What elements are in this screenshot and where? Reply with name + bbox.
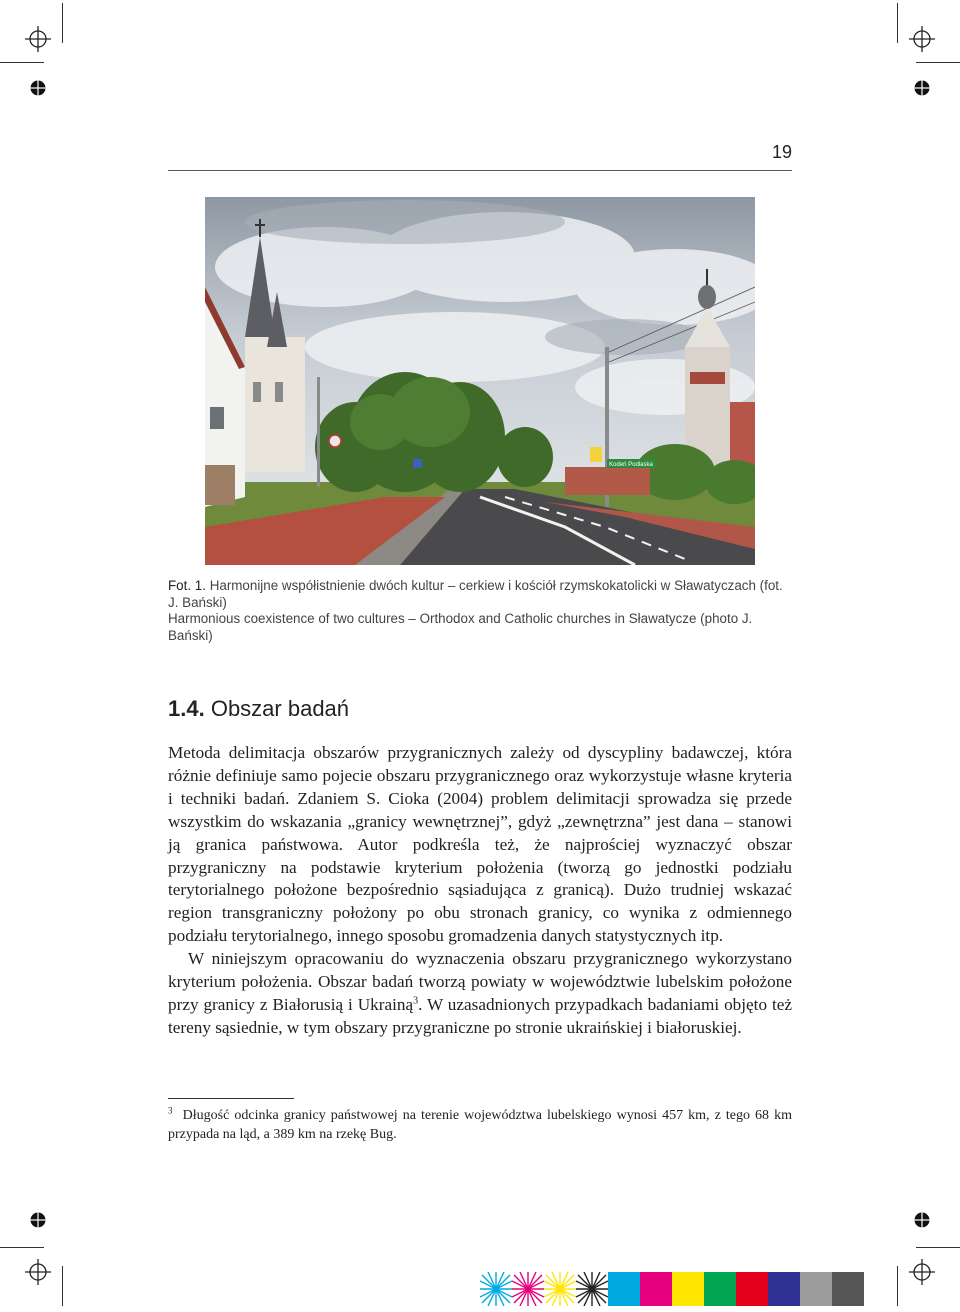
road-sign-text: Kodeń Podlaska: [609, 462, 653, 468]
color-swatch: [640, 1272, 672, 1306]
registration-dot-icon: [914, 1212, 930, 1228]
paragraph-2: [168, 948, 792, 1040]
registration-dot-icon: [914, 80, 930, 96]
color-swatch: [736, 1272, 768, 1306]
registration-mark-icon: [909, 26, 935, 52]
caption-polish-text: Harmonijne współistnienie dwóch kultur – cerkiew i kościół rzymskokatolicki w Sławatyczach (fot. J. Bański): [168, 578, 783, 610]
body-text: [168, 742, 792, 1040]
section-number: 1.4.: [168, 696, 205, 721]
color-swatch: [832, 1272, 864, 1306]
figure-caption: [168, 578, 792, 644]
color-swatch: [672, 1272, 704, 1306]
paragraph-2-part-b: . W uzasadnionych przypadkach badaniami objęto też tereny sąsiednie, w tym obszary przygraniczne po stronie ukraińskiej i białoruskiej.: [168, 994, 792, 1037]
paragraph-1: Metoda delimitacja obszarów przygranicznych zależy od dyscypliny badawczej, która różnie definiuje samo pojecie obszaru przygranicznego oraz wykorzystuje własne kryteria i techniki badań. Zdaniem S. Cioka (2004) problem delimitacji sprowadza się przede wszystkim do wskazania „granicy wewnętrznej”, gdyż „zewnętrzna” jest dana – stanowi ją granica państwowa. Autor podkreśla też, że najprościej wyznaczyć obszar przygraniczny na podstawie kryterium położenia (tworzą go jednostki podziału terytorialnego położone bezpośrednio sąsiadująca z granicą). Dużo trudniej wskazać region transgraniczny położony po obu stronach granicy, co wynika z odmiennego podziału terytorialnego, innego sposobu gromadzenia danych statystycznych itp.: [168, 743, 792, 946]
registration-dot-icon: [30, 80, 46, 96]
starburst-icon: [576, 1272, 608, 1306]
color-swatch: [768, 1272, 800, 1306]
footnote-marker: 3: [168, 1105, 173, 1116]
print-color-bar: [480, 1272, 864, 1306]
registration-mark-icon: [25, 1259, 51, 1285]
footnote-ref[interactable]: 3: [413, 995, 419, 1007]
photo-churches: [205, 197, 755, 565]
footnote-rule: [168, 1098, 294, 1099]
footnote-text: Długość odcinka granicy państwowej na terenie województwa lubelskiego wynosi 457 km, z tego 68 km przypada na ląd, a 389 km na rzekę Bug.: [168, 1108, 793, 1142]
color-swatch: [800, 1272, 832, 1306]
figure-label: Fot. 1.: [168, 578, 206, 593]
section-heading: [168, 696, 792, 722]
paragraph-2-part-a: W niniejszym opracowaniu do wyznaczenia obszaru przygranicznego wykorzystano kryterium położenia. Obszar badań tworzą powiaty w województwie lubelskim położone przy granicy z Białorusią i Ukrainą: [168, 949, 792, 1014]
page-number: 19: [771, 142, 792, 162]
starburst-icon: [512, 1272, 544, 1306]
caption-english: Harmonious coexistence of two cultures – Orthodox and Catholic churches in Sławatycze (photo J. Bański): [168, 611, 753, 643]
header-rule: [168, 170, 792, 171]
registration-mark-icon: [25, 26, 51, 52]
registration-mark-icon: [909, 1259, 935, 1285]
footnote: [168, 1106, 792, 1144]
starburst-icon: [544, 1272, 576, 1306]
section-title: Obszar badań: [210, 696, 350, 721]
color-swatch: [608, 1272, 640, 1306]
registration-dot-icon: [30, 1212, 46, 1228]
color-swatch: [704, 1272, 736, 1306]
starburst-icon: [480, 1272, 512, 1306]
caption-polish: [168, 578, 792, 611]
